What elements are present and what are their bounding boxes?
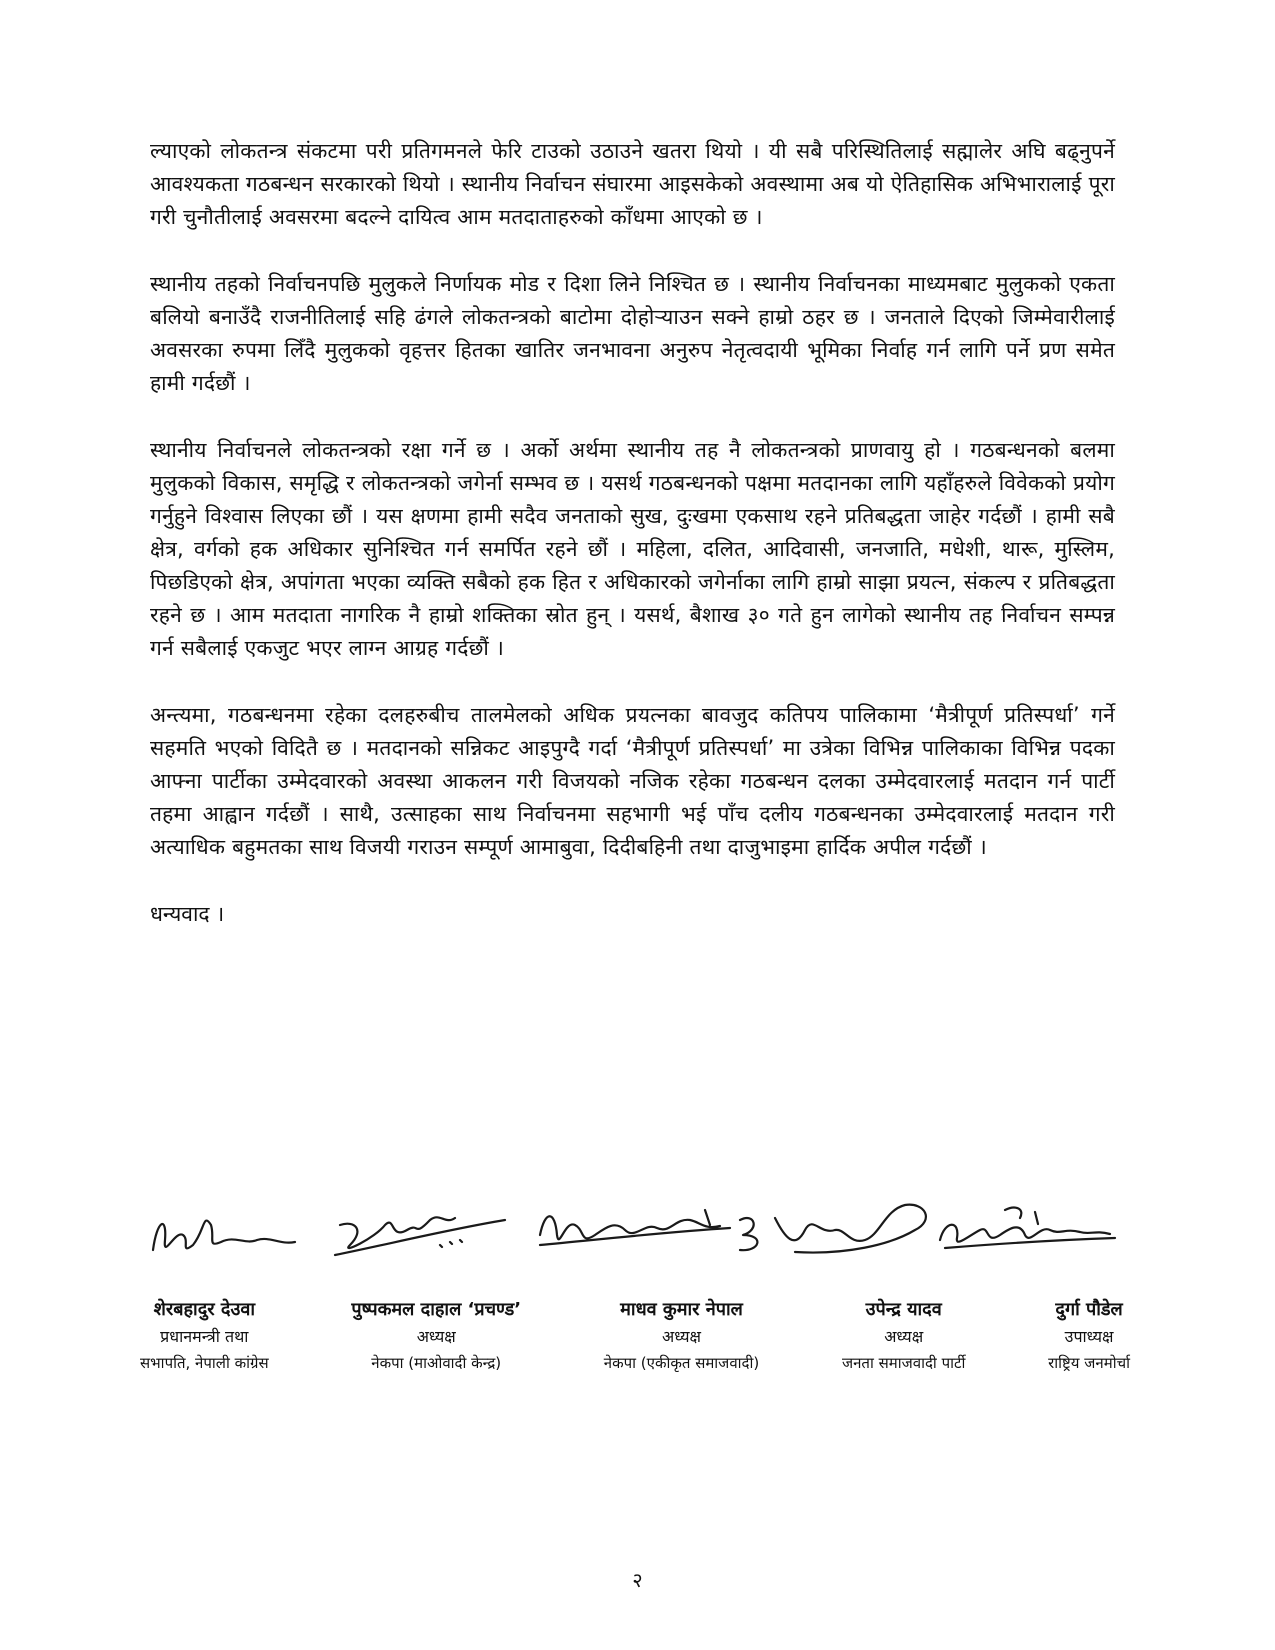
signatory bbox=[351, 1296, 521, 1376]
signature-nepal bbox=[540, 1210, 730, 1245]
signatory-org: नेकपा (माओवादी केन्द्र) bbox=[371, 1354, 502, 1372]
signatory-org: जनता समाजवादी पार्टी bbox=[841, 1354, 966, 1372]
signatory-role: अध्यक्ष bbox=[416, 1327, 456, 1346]
signatory bbox=[604, 1296, 759, 1376]
paragraph-4: अन्त्यमा, गठबन्धनमा रहेका दलहरुबीच तालमेलको अधिक प्रयत्नका बावजुद कतिपय पालिकामा ‘मैत्रीपूर्ण प्रतिस्पर्धा’ गर्ने सहमति भएको विदितै छ । मतदानको सन्निकट आइपुग्दै गर्दा ‘मैत्रीपूर्ण प्रतिस्पर्धा’ मा उत्रेका विभिन्न पालिकाका विभिन्न पदका आफ्ना पार्टीका उम्मेदवारको अवस्था आकलन गरी विजयको नजिक रहेका गठबन्धन दलका उम्मेदवारलाई मतदान गर्न पार्टी तहमा आह्वान गर्दछौं । साथै, उत्साहका साथ निर्वाचनमा सहभागी भई पाँच दलीय गठबन्धनका उम्मेदवारलाई मतदान गरी अत्याधिक बहुमतका साथ विजयी गराउन सम्पूर्ण आमाबुवा, दिदीबहिनी तथा दाजुभाइमा हार्दिक अपील गर्दछौं । bbox=[150, 703, 1115, 859]
signatory-name: माधव कुमार नेपाल bbox=[620, 1299, 743, 1320]
closing-text: धन्यवाद । bbox=[150, 902, 225, 926]
signatory-role: प्रधानमन्त्री तथा bbox=[160, 1327, 249, 1346]
signatory-name: शेरबहादुर देउवा bbox=[153, 1299, 255, 1320]
signature-deuba bbox=[153, 1221, 295, 1250]
paragraph-3: स्थानीय निर्वाचनले लोकतन्त्रको रक्षा गर्ने छ । अर्को अर्थमा स्थानीय तह नै लोकतन्त्रको प्राणवायु हो । गठबन्धनको बलमा मुलुकको विकास, समृद्धि र लोकतन्त्रको जगेर्ना सम्भव छ । यसर्थ गठबन्धनको पक्षमा मतदानका लागि यहाँहरुले विवेकको प्रयोग गर्नुहुने विश्वास लिएका छौं । यस क्षणमा हामी सदैव जनताको सुख, दुःखमा एकसाथ रहने प्रतिबद्धता जाहेर गर्दछौं । हामी सबै क्षेत्र, वर्गको हक अधिकार सुनिश्चित गर्न समर्पित रहने छौं । महिला, दलित, आदिवासी, जनजाति, मधेशी, थारू, मुस्लिम, पिछडिएको क्षेत्र, अपांगता भएका व्यक्ति सबैको हक हित र अधिकारको जगेर्नाका लागि हाम्रो साझा प्रयत्न, संकल्प र प्रतिबद्धता रहने छ । आम मतदाता नागरिक नै हाम्रो शक्तिका स्रोत हुन् । यसर्थ, बैशाख ३० गते हुन लागेको स्थानीय तह निर्वाचन सम्पन्न गर्न सबैलाई एकजुट भएर लाग्न आग्रह गर्दछौं । bbox=[150, 438, 1115, 660]
signatory-org: राष्ट्रिय जनमोर्चा bbox=[1048, 1354, 1130, 1372]
paragraph-1: ल्याएको लोकतन्त्र संकटमा परी प्रतिगमनले फेरि टाउको उठाउने खतरा थियो । यी सबै परिस्थितिलाई सह्मालेर अघि बढ्नुपर्ने आवश्यकता गठबन्धन सरकारको थियो । स्थानीय निर्वाचन संघारमा आइसकेको अवस्थामा अब यो ऐतिहासिक अभिभारालाई पूरा गरी चुनौतीलाई अवसरमा बदल्ने दायित्व आम मतदाताहरुको काँधमा आएको छ । bbox=[150, 139, 1115, 229]
signatory-role: अध्यक्ष bbox=[662, 1327, 702, 1346]
signatures-image bbox=[145, 1190, 1120, 1270]
signatory-name: पुष्पकमल दाहाल ‘प्रचण्ड’ bbox=[351, 1299, 522, 1320]
signatory bbox=[140, 1296, 269, 1376]
signatory bbox=[1048, 1296, 1130, 1376]
signatory-role: उपाध्यक्ष bbox=[1064, 1327, 1114, 1346]
page-number: २ bbox=[632, 1568, 643, 1592]
handwritten-signatures bbox=[145, 1190, 1120, 1270]
signature-prachanda bbox=[335, 1217, 505, 1255]
paragraph-2: स्थानीय तहको निर्वाचनपछि मुलुकले निर्णायक मोड र दिशा लिने निश्चित छ । स्थानीय निर्वाचनका माध्यमबाट मुलुकको एकता बलियो बनाउँदै राजनीतिलाई सहि ढंगले लोकतन्त्रको बाटोमा दोहोर्‍याउन सक्ने हाम्रो ठहर छ । जनताले दिएको जिम्मेवारीलाई अवसरका रुपमा लिँदै मुलुकको वृहत्तर हितका खातिर जनभावना अनुरुप नेतृत्वदायी भूमिका निर्वाह गर्न लागि पर्ने प्रण समेत हामी गर्दछौं । bbox=[150, 272, 1115, 395]
signatory-name: दुर्गा पौडेल bbox=[1055, 1299, 1123, 1320]
signatory bbox=[842, 1296, 965, 1376]
document-body bbox=[150, 135, 1115, 931]
signatory-role: अध्यक्ष bbox=[884, 1327, 924, 1346]
signatory-org: नेकपा (एकीकृत समाजवादी) bbox=[603, 1354, 760, 1372]
signature-paudel bbox=[940, 1208, 1115, 1248]
signatory-org: सभापति, नेपाली कांग्रेस bbox=[140, 1354, 269, 1372]
signature-yadav bbox=[740, 1205, 926, 1253]
signatories-block bbox=[140, 1296, 1130, 1376]
signatory-name: उपेन्द्र यादव bbox=[865, 1299, 942, 1320]
